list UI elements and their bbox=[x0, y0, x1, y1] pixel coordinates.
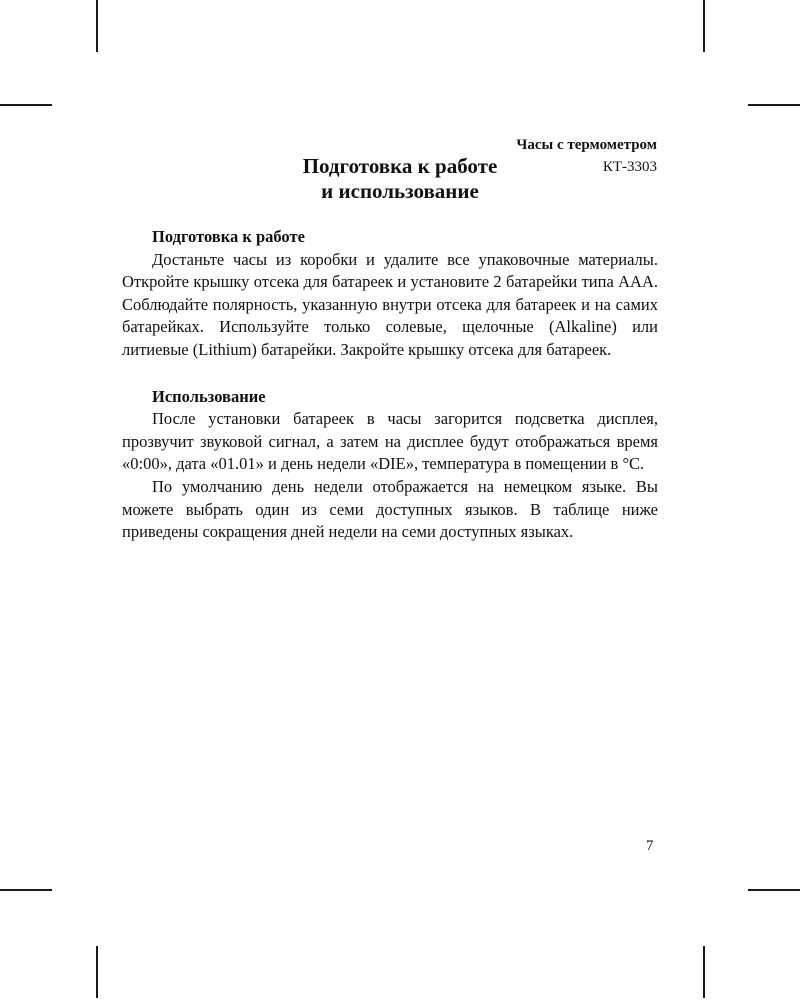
page-title-line-2: и использование bbox=[321, 179, 479, 203]
page-number: 7 bbox=[646, 838, 654, 854]
page-title bbox=[0, 154, 800, 204]
page-content bbox=[122, 226, 658, 544]
paragraph-usage-2: По умолчанию день недели отображается на немецком языке. Вы можете выбрать один из семи доступных языков. В таблице ниже приведены сокращения дней недели на семи доступных языках. bbox=[122, 476, 658, 542]
crop-mark-top-left-horizontal bbox=[0, 104, 52, 106]
crop-mark-top-right-horizontal bbox=[748, 104, 800, 106]
section-heading-usage: Использование bbox=[152, 386, 266, 406]
crop-mark-bottom-right-horizontal bbox=[748, 889, 800, 891]
crop-mark-bottom-left-vertical bbox=[96, 946, 98, 998]
header-product: Часы с термометром bbox=[516, 137, 657, 153]
crop-mark-bottom-right-vertical bbox=[703, 946, 705, 998]
page-title-line-1: Подготовка к работе bbox=[302, 154, 498, 178]
header-model: КТ-3303 bbox=[602, 159, 657, 175]
crop-mark-bottom-left-horizontal bbox=[0, 889, 52, 891]
paragraph-usage-1: После установки батареек в часы загорится подсветка дисплея, прозвучит звуковой сигнал, а затем на дисплее будут отображаться время «0:00», дата «01.01» и день недели «DIE», температура в помещении в °С. bbox=[122, 409, 658, 474]
section-heading-preparation: Подготовка к работе bbox=[152, 227, 305, 246]
crop-mark-top-right-vertical bbox=[703, 0, 705, 52]
section-gap bbox=[122, 362, 658, 386]
crop-mark-top-left-vertical bbox=[96, 0, 98, 52]
paragraph-preparation: Достаньте часы из коробки и удалите все упаковочные материалы. Откройте крышку отсека для батареек и установите 2 батарейки типа AAA. Соблюдайте полярность, указанную внутри отсека для батареек и на самих батарейках. Используйте только солевые, щелочные (Alkaline) или литиевые (Lithium) батарейки. Закройте крышку отсека для батареек. bbox=[122, 249, 658, 359]
